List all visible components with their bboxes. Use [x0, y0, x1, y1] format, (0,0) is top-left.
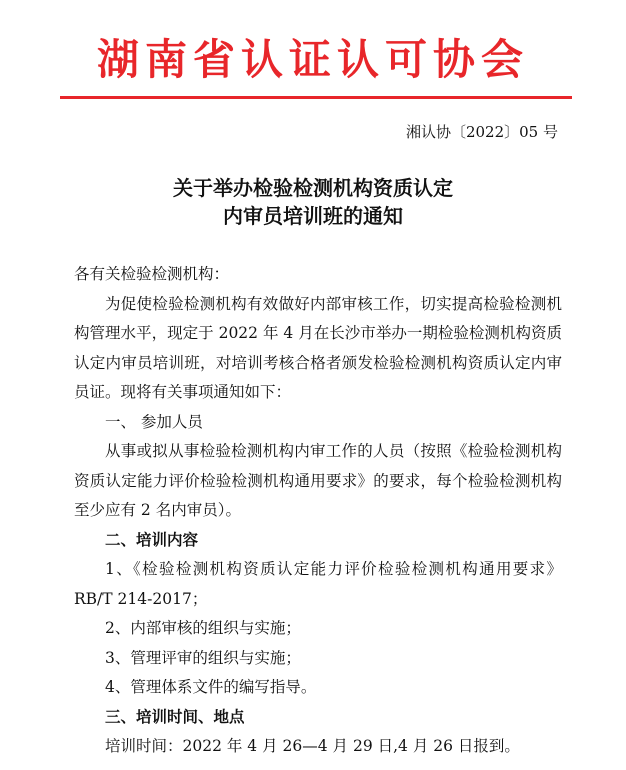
document-title-line-1: 关于举办检验检测机构资质认定 [173, 176, 453, 200]
section-2-item: 3、管理评审的组织与实施； [105, 648, 301, 667]
section-2-item: 4、管理体系文件的编写指导。 [105, 678, 317, 696]
salutation: 各有关检验检测机构： [74, 265, 230, 283]
section-2-heading: 二、培训内容 [105, 530, 199, 549]
section-2-item: 2、内部审核的组织与实施； [105, 619, 301, 637]
section-2-item: 1、《检验检测机构资质认定能力评价检验检测机构通用要求》RB/T 214-2017； [74, 560, 562, 608]
section-1-heading: 一、 参加人员 [105, 412, 203, 431]
intro-paragraph: 为促使检验检测机构有效做好内部审核工作，切实提高检验检测机构管理水平，现定于 2022 年 4 月在长沙市举办一期检验检测机构资质认定内审员培训班，对培训考核合格者颁发检验检测机构资质认定内审员证。现将有关事项通知如下： [74, 294, 562, 401]
document-body [74, 260, 562, 762]
section-1-paragraph: 从事或拟从事检验检测机构内审工作的人员（按照《检验检测机构资质认定能力评价检验检测机构通用要求》的要求，每个检验检测机构至少应有 2 名内审员）。 [74, 442, 562, 519]
organization-name: 湖南省认证认可协会 [96, 35, 529, 84]
document-title-line-2: 内审员培训班的通知 [223, 204, 403, 228]
document-number: 湘认协〔2022〕05 号 [405, 123, 558, 141]
header-divider [60, 96, 572, 99]
section-3-time: 培训时间：2022 年 4 月 26—4 月 29 日,4 月 26 日报到。 [105, 737, 520, 755]
section-3-heading: 三、培训时间、地点 [105, 707, 245, 726]
document-title [0, 174, 626, 230]
